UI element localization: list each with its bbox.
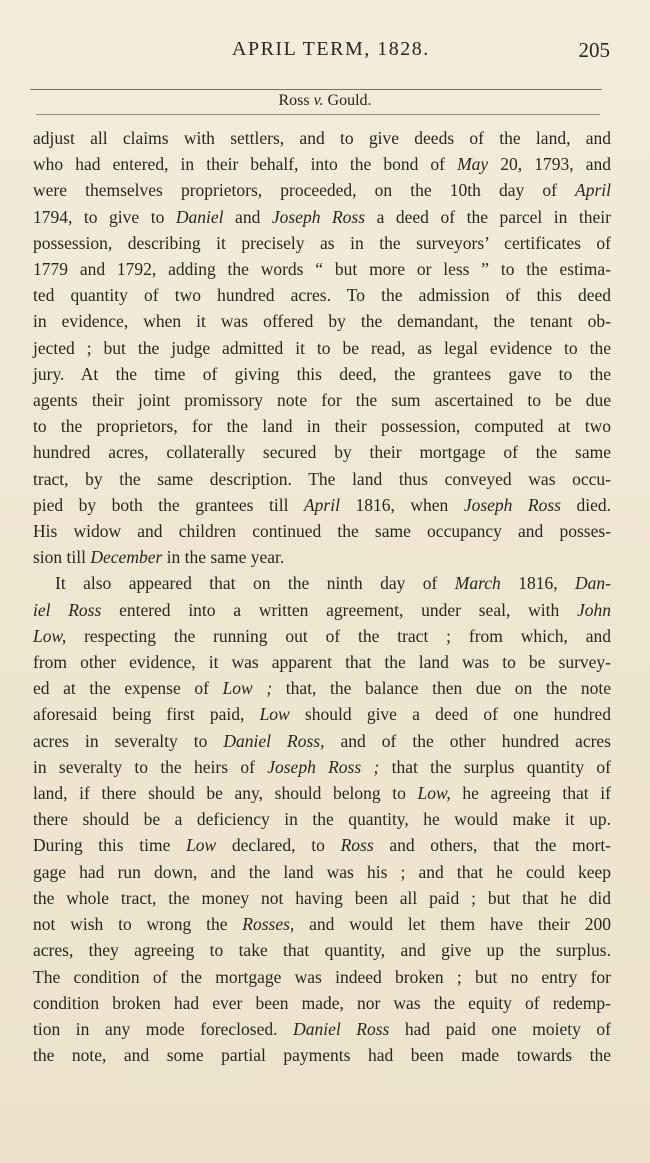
text-line	[33, 885, 611, 911]
text-run: and would let them have their 200	[294, 914, 611, 935]
text-line	[33, 649, 611, 675]
text-run: that, the balance then due on the note	[272, 678, 611, 699]
italic-text: March	[454, 573, 501, 594]
italic-text: iel Ross	[33, 599, 102, 620]
text-line	[33, 387, 611, 413]
text-run: 20, 1793, and	[488, 154, 611, 175]
text-line	[33, 675, 611, 701]
italic-text: Joseph Ross	[271, 206, 366, 227]
text-line	[33, 806, 611, 832]
text-run: the note, and some partial payments had been made towards the	[33, 1045, 611, 1066]
italic-text: Daniel Ross,	[223, 730, 325, 751]
italic-text: April	[575, 180, 611, 201]
text-line	[33, 256, 611, 282]
text-line	[33, 859, 611, 885]
text-run: in the same year.	[162, 547, 285, 568]
text-run: hundred acres, collaterally secured by their mortgage of the same	[33, 442, 611, 463]
italic-text: April	[303, 494, 340, 515]
text-run: land, if there should be any, should belong to	[33, 783, 418, 804]
text-line	[33, 544, 611, 570]
running-title: APRIL TERM, 1828.	[232, 38, 430, 60]
text-run: in evidence, when it was offered by the demandant, the tenant ob-	[33, 311, 611, 332]
text-run: who had entered, in their behalf, into the bond of	[33, 154, 458, 175]
text-run: pied by both the grantees till	[33, 494, 304, 515]
italic-text: Low,	[33, 625, 67, 646]
text-run: tion in any mode foreclosed.	[33, 1018, 294, 1039]
text-line	[33, 701, 611, 727]
text-run: were themselves proprietors, proceeded, on the 10th day of	[33, 180, 576, 201]
case-title-rule	[36, 114, 600, 115]
text-run: possession, describing it precisely as in the surveyors’ certificates of	[33, 232, 611, 253]
case-title-party-2: Gould.	[327, 92, 372, 109]
text-run: had paid one moiety of	[389, 1018, 611, 1039]
italic-text: Daniel Ross	[293, 1018, 390, 1039]
italic-text: Low,	[417, 783, 451, 804]
text-line	[33, 125, 611, 151]
text-line	[33, 308, 611, 334]
text-line	[33, 204, 611, 230]
text-run: not wish to wrong the	[33, 914, 243, 935]
text-run: the whole tract, the money not having been all paid ; but that he did	[33, 887, 611, 908]
text-line	[33, 911, 611, 937]
text-line	[33, 728, 611, 754]
italic-text: December	[90, 547, 163, 568]
italic-text: Joseph Ross ;	[267, 756, 380, 777]
text-run: acres in severalty to	[33, 730, 224, 751]
text-run: During this time	[33, 835, 187, 856]
text-run: gage had run down, and the land was his ; and that he could keep	[33, 861, 611, 882]
italic-text: Daniel	[175, 206, 224, 227]
text-run: he agreeing that if	[450, 783, 611, 804]
text-run: condition broken had ever been made, nor was the equity of redemp-	[33, 992, 611, 1013]
text-line	[33, 964, 611, 990]
page-number: 205	[578, 38, 610, 62]
text-run: acres, they agreeing to take that quantity, and give up the surplus.	[33, 940, 611, 961]
text-run: 1794, to give to	[33, 206, 176, 227]
text-line	[33, 518, 611, 544]
italic-text: May	[457, 154, 489, 175]
text-run: 1816, when	[339, 494, 464, 515]
text-run: and others, that the mort-	[373, 835, 612, 856]
text-run: that the surplus quantity of	[379, 756, 611, 777]
text-line	[33, 492, 611, 518]
text-run: entered into a written agreement, under seal, with	[101, 599, 577, 620]
text-run: adjust all claims with settlers, and to give deeds of the land, and	[33, 128, 611, 148]
text-run: ed at the expense of	[33, 678, 223, 699]
text-run: His widow and children continued the same occupancy and posses-	[33, 521, 611, 542]
text-run: should give a deed of one hundred	[289, 704, 612, 725]
italic-text: Low ;	[222, 678, 273, 699]
text-line	[33, 832, 611, 858]
text-run: and of the other hundred acres	[324, 730, 611, 751]
body-text	[33, 125, 611, 1068]
italic-text: Low	[259, 704, 290, 725]
text-line	[33, 597, 611, 623]
text-line	[33, 990, 611, 1016]
italic-text: John	[576, 599, 611, 620]
text-run: from other evidence, it was apparent that the land was to be survey-	[33, 652, 611, 673]
text-run: aforesaid being first paid,	[33, 704, 260, 725]
text-line	[33, 780, 611, 806]
text-run: declared, to	[216, 835, 341, 856]
header-rule	[30, 89, 602, 90]
text-line	[33, 335, 611, 361]
text-line	[33, 413, 611, 439]
text-line	[33, 754, 611, 780]
italic-text: Dan-	[575, 573, 612, 594]
running-head	[0, 38, 650, 72]
text-line	[33, 937, 611, 963]
case-title-party-1: Ross	[278, 92, 310, 109]
text-line	[33, 151, 611, 177]
text-line	[33, 466, 611, 492]
text-line	[33, 1016, 611, 1042]
text-run: there should be a deficiency in the quantity, he would make it up.	[33, 809, 611, 830]
text-run: jury. At the time of giving this deed, the grantees gave to the	[33, 363, 611, 384]
text-line	[33, 439, 611, 465]
text-run: 1816,	[500, 573, 576, 594]
italic-text: Rosses,	[242, 914, 295, 935]
text-run: tract, by the same description. The land thus conveyed was occu-	[33, 468, 611, 489]
text-line	[33, 623, 611, 649]
text-line	[33, 177, 611, 203]
text-run: sion till	[33, 547, 91, 568]
text-line	[33, 570, 611, 596]
text-line	[33, 282, 611, 308]
text-run: 1779 and 1792, adding the words “ but more or less ” to the estima-	[33, 259, 611, 280]
text-run: It also appeared that on the ninth day of	[55, 573, 455, 594]
text-run: jected ; but the judge admitted it to be read, as legal evidence to the	[33, 337, 611, 358]
text-line	[33, 361, 611, 387]
case-title-versus: v.	[313, 92, 324, 109]
text-line	[33, 230, 611, 256]
italic-text: Ross	[340, 835, 374, 856]
text-run: agents their joint promissory note for the sum ascertained to be due	[33, 390, 611, 411]
text-run: respecting the running out of the tract ; from which, and	[66, 625, 611, 646]
italic-text: Joseph Ross	[463, 494, 561, 515]
text-run: and	[223, 206, 272, 227]
text-run: ted quantity of two hundred acres. To the admission of this deed	[33, 285, 611, 306]
text-run: died.	[561, 494, 612, 515]
text-run: to the proprietors, for the land in their possession, computed at two	[33, 416, 611, 437]
text-line	[33, 1042, 611, 1068]
text-run: The condition of the mortgage was indeed broken ; but no entry for	[33, 966, 611, 987]
italic-text: Low	[186, 835, 217, 856]
case-title	[0, 92, 650, 110]
text-run: in severalty to the heirs of	[33, 756, 268, 777]
text-run: a deed of the parcel in their	[365, 206, 611, 227]
